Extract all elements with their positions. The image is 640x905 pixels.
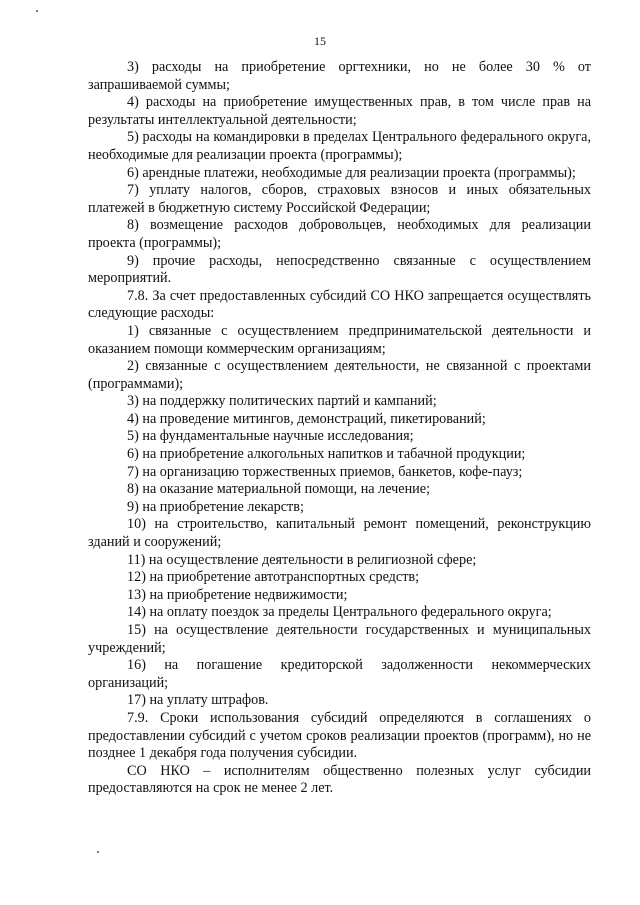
paragraph: 11) на осуществление деятельности в религиозной сфере;	[127, 551, 477, 568]
paragraph: 9) на приобретение лекарств;	[127, 498, 304, 515]
paragraph: 12) на приобретение автотранспортных средств;	[127, 569, 420, 586]
paragraph: 17) на уплату штрафов.	[127, 692, 269, 709]
paragraph: 7.9. Сроки использования субсидий определяются в соглашениях о предоставлении субсидий с учетом сроков реализации проектов (программ), но не позднее 1 декабря года получения субсидии.	[88, 709, 591, 762]
paragraph: 2) связанные с осуществлением деятельности, не связанной с проектами (программами);	[88, 358, 591, 392]
paragraph: 4) расходы на приобретение имущественных прав, в том числе прав на результаты интеллектуальной деятельности;	[88, 94, 591, 128]
paragraph: 5) на фундаментальные научные исследования;	[127, 428, 414, 445]
paragraph: 3) расходы на приобретение оргтехники, но не более 30 % от запрашиваемой суммы;	[88, 59, 591, 93]
paragraph: 8) на оказание материальной помощи, на лечение;	[127, 481, 431, 498]
scan-speck	[36, 10, 38, 12]
paragraph: 10) на строительство, капитальный ремонт помещений, реконструкцию зданий и сооружений;	[88, 516, 591, 551]
paragraph: СО НКО – исполнителям общественно полезных услуг субсидии предоставляются на срок не менее 2 лет.	[88, 762, 591, 797]
paragraph: 16) на погашение кредиторской задолженности некоммерческих организаций;	[88, 657, 591, 691]
page-number: 15	[314, 34, 326, 48]
paragraph: 7) на организацию торжественных приемов, банкетов, кофе-пауз;	[127, 463, 523, 480]
paragraph: 1) связанные с осуществлением предпринимательской деятельности и оказанием помощи коммерческим организациям;	[88, 322, 591, 357]
document-body	[88, 59, 591, 798]
paragraph: 4) на проведение митингов, демонстраций, пикетирований;	[127, 410, 486, 427]
paragraph: 7) уплату налогов, сборов, страховых взносов и иных обязательных платежей в бюджетную систему Российской Федерации;	[88, 182, 591, 216]
paragraph: 7.8. За счет предоставленных субсидий СО НКО запрещается осуществлять следующие расходы:	[88, 287, 591, 322]
paragraph: 6) на приобретение алкогольных напитков и табачной продукции;	[127, 446, 526, 463]
paragraph: 15) на осуществление деятельности государственных и муниципальных учреждений;	[88, 622, 591, 656]
paragraph: 8) возмещение расходов добровольцев, необходимых для реализации проекта (программы);	[88, 217, 591, 251]
paragraph: 9) прочие расходы, непосредственно связанные с осуществлением мероприятий.	[88, 252, 591, 287]
paragraph: 13) на приобретение недвижимости;	[127, 586, 348, 603]
paragraph: 3) на поддержку политических партий и кампаний;	[127, 393, 437, 410]
paragraph: 5) расходы на командировки в пределах Центрального федерального округа, необходимые для реализации проекта (программы);	[88, 129, 591, 163]
paragraph: 14) на оплату поездок за пределы Центрального федерального округа;	[127, 604, 552, 621]
scan-speck	[97, 851, 99, 853]
paragraph: 6) арендные платежи, необходимые для реализации проекта (программы);	[127, 164, 576, 181]
